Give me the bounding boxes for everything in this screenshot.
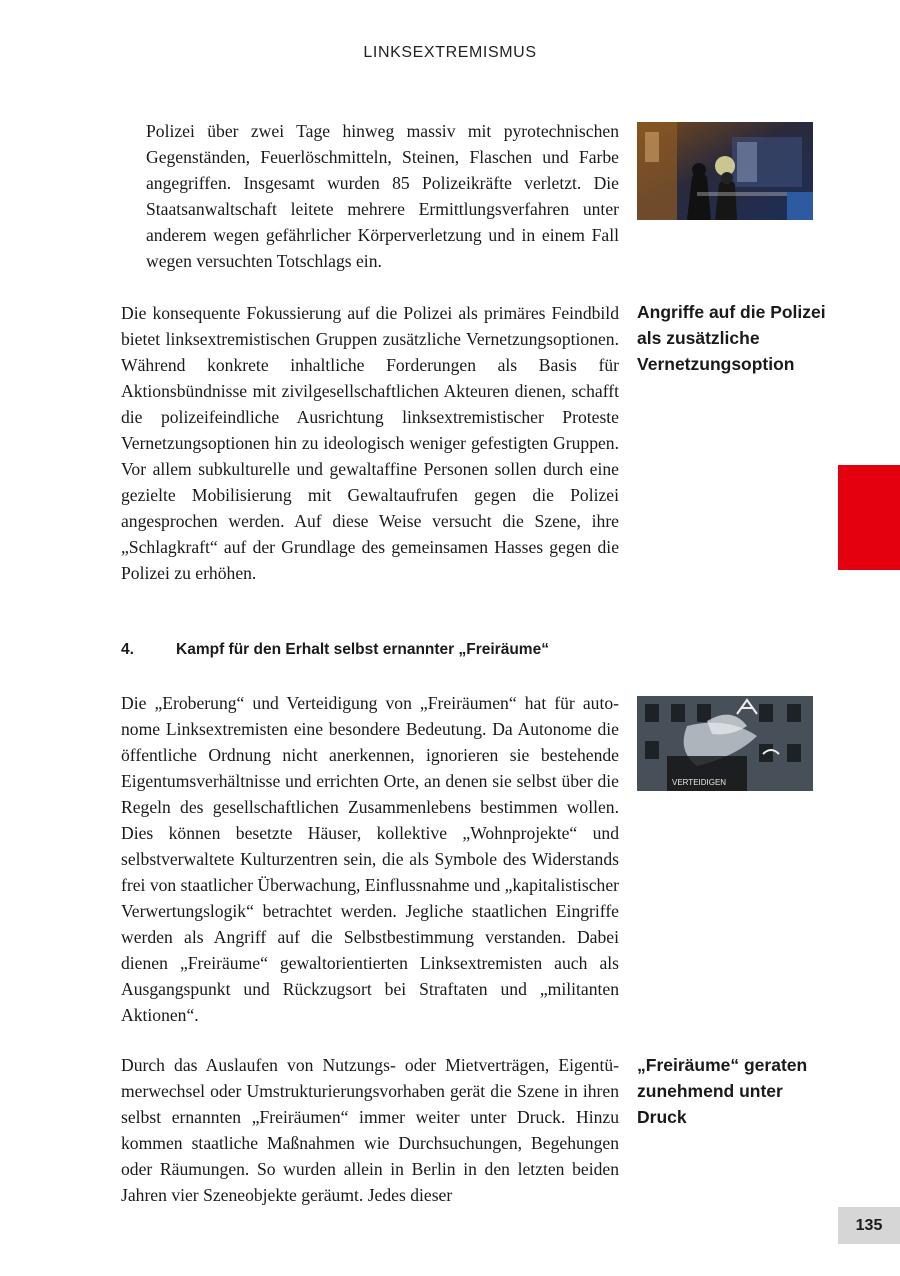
photo-occupied-house (637, 696, 813, 791)
paragraph-freiraeume: Die „Eroberung“ und Verteidigung von „Freiräumen“ hat für autonome Linksextremisten eine besondere Bedeutung. Da Autonome die öffentliche Ordnung nicht anerkennen, ignorieren sie bestehende Eigentumsverhältnisse und errichten Orte, an denen sie selbst über die Regeln des gesellschaftlichen Zusammenlebens bestimmen wollen. Dies können besetzte Häuser, kollektive „Wohnprojekte“ und selbstverwaltete Kulturzentren sein, die als Symbole des Widerstands frei von staatlicher Überwachung, Einflussnahme und „kapitalistischer Verwertungslogik“ betrachtet werden. Jegliche staatlichen Eingriffe werden als Angriff auf die Selbstbestimmung verstanden. Dabei dienen „Freiräume“ gewaltorientierten Linksextremisten auch als Ausgangspunkt und Rückzugsort bei Straftaten und „militanten Aktionen“. (121, 693, 619, 1025)
chapter-tab-marker (838, 465, 900, 570)
photo-night-riot (637, 122, 813, 220)
section-number: 4. (121, 641, 134, 658)
graffiti-banner-text: VERTEIDIGEN (672, 778, 727, 787)
margin-note-pressure: „Freiräume“ geraten zunehmend unter Druck (637, 1055, 808, 1127)
running-header: LINKSEXTREMISMUS (363, 44, 537, 61)
page-number: 135 (838, 1207, 900, 1244)
section-heading (121, 638, 621, 662)
paragraph-pressure: Durch das Auslaufen von Nutzungs- oder Mietverträgen, Eigentümerwechsel oder Umstrukturierungsvorhaben gerät die Szene in ihren selbst ernannten „Freiräumen“ immer weiter unter Druck. Hinzu kommen staatliche Maßnahmen wie Durchsuchungen, Begehungen oder Räumungen. So wurden allein in Berlin in den letzten beiden Jahren vier Szeneobjekte geräumt. Jedes dieser (121, 1055, 619, 1205)
paragraph-police-enemy-image: Die konsequente Fokussierung auf die Polizei als primäres Feindbild bietet linksextremistischen Gruppen zusätzliche Vernetzungsoptionen. Während konkrete inhaltliche Forderungen als Basis für Aktionsbündnisse mit zivilgesellschaftlichen Akteuren dienen, schafft die polizeifeindliche Ausrichtung linksextremistischer Proteste Vernetzungsoptionen hin zu ideologisch weniger gefestigten Gruppen. Vor allem subkulturelle und gewaltaffine Personen sollen durch eine gezielte Mobilisierung mit Gewaltaufrufen gegen die Polizei angesprochen werden. Auf diese Weise versucht die Szene, ihre „Schlagkraft“ auf der Grundlage des gemeinsamen Hasses gegen die Polizei zu erhöhen. (121, 303, 619, 583)
margin-note-networking: Angriffe auf die Polizei als zusätzliche Vernetzungsoption (637, 302, 826, 374)
section-title: Kampf für den Erhalt selbst ernannter „Freiräume“ (176, 641, 549, 658)
paragraph-police-attacks: Polizei über zwei Tage hinweg massiv mit pyrotechnischen Gegenständen, Feuerlöschmitteln, Steinen, Flaschen und Farbe angegriffen. Insgesamt wurden 85 Polizeikräfte verletzt. Die Staatsanwaltschaft leitete mehrere Ermittlungsverfahren unter anderem wegen gefährlicher Körperverletzung und in einem Fall wegen versuchten Totschlags ein. (146, 121, 619, 271)
